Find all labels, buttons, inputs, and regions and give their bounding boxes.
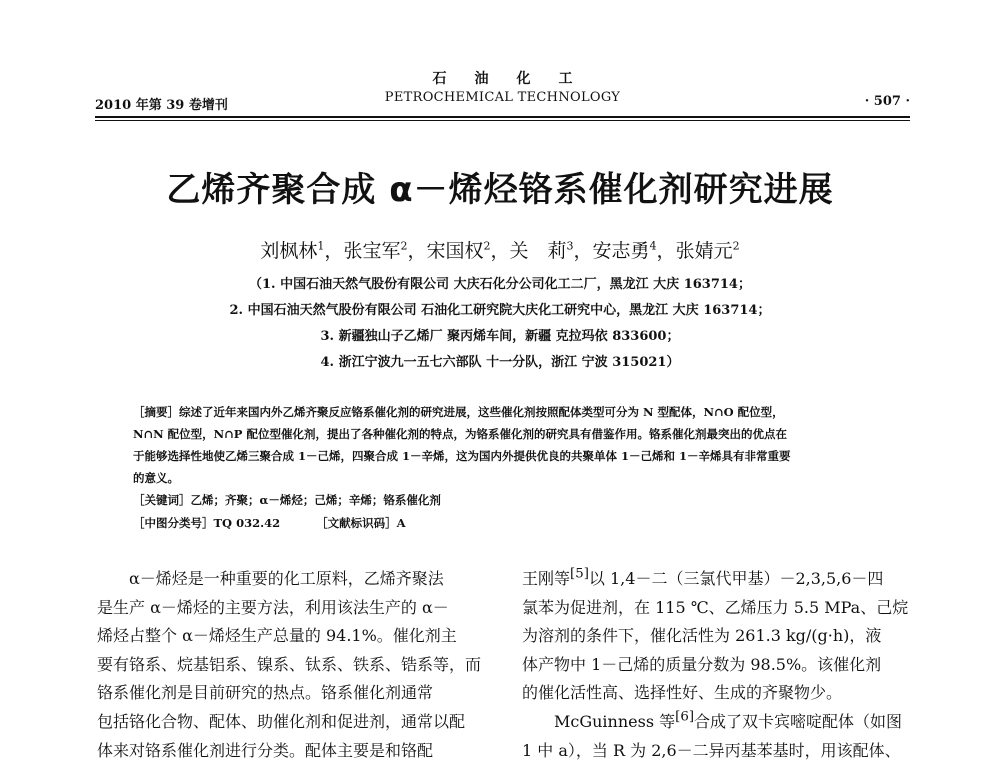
body-line: McGuinness 等[6]合成了双卡宾嘧啶配体（如图 (554, 709, 903, 731)
keywords-text: 乙烯；齐聚；α－烯烃；己烯；辛烯；铬系催化剂 (190, 493, 441, 507)
body-line: 包括铬化合物、配体、助催化剂和促进剂，通常以配 (97, 711, 466, 731)
body-line: 的催化活性高、选择性好、生成的齐聚物少。 (522, 683, 843, 703)
keywords-label: ［关键词］ (133, 493, 191, 507)
citation: [5] (570, 566, 589, 582)
body-line: 体产物中 1－己烯的质量分数为 98.5%。该催化剂 (522, 654, 882, 674)
author-list: 刘枫林$^1$，张宝军$^2$，宋国权$^2$，关 莉$^3$，安志勇$^4$，张婧元$^2$ (260, 239, 740, 262)
header-rule-thin (95, 120, 910, 121)
abstract-line: 于能够选择性地使乙烯三聚合成 1－己烯，四聚合成 1－辛烯，这为国内外提供优良的共聚单体 1－己烯和 1－辛烯具有非常重要 (133, 449, 791, 463)
body-line: 铬系催化剂是目前研究的热点。铬系催化剂通常 (97, 683, 434, 703)
journal-name-cn: 石油化工 (432, 71, 601, 87)
doc-code-label: ［文献标识码］ (316, 516, 397, 530)
body-line: 烯烃占整个 α－烯烃生产总量的 94.1%。催化剂主 (97, 626, 457, 646)
affiliation-4: 4. 浙江宁波九一五七六部队 十一分队，浙江 宁波 315021） (320, 355, 680, 370)
body-column-right (522, 565, 914, 765)
paper-title: 乙烯齐聚合成 α－烯烃铬系催化剂研究进展 (166, 170, 834, 210)
author: 安志勇 (592, 240, 650, 262)
clc-value: TQ 032.42 (213, 516, 281, 530)
abstract (133, 401, 873, 489)
keywords (133, 492, 441, 508)
body-line: 王刚等[5]以 1,4－二（三氯代甲基）－2,3,5,6－四 (522, 566, 884, 588)
abstract-line: ［摘要］综述了近年来国内外乙烯齐聚反应铬系催化剂的研究进展，这些催化剂按照配体类型可分为 N 型配体，N∩O 配位型， (133, 405, 784, 419)
author: 关 莉 (509, 240, 567, 262)
abstract-line: 的意义。 (133, 471, 179, 485)
body-line: 体来对铬系催化剂进行分类。配体主要是和铬配 (97, 740, 434, 760)
header-rule-thick (95, 116, 910, 118)
body-line: 是生产 α－烯烃的主要方法，利用该法生产的 α－ (97, 597, 449, 617)
issue-info: 2010 年第 39 卷增刊 (95, 98, 228, 113)
page-number: · 507 · (864, 94, 910, 109)
body-column-left (97, 565, 493, 765)
body-line: 1 中 a），当 R 为 2,6－二异丙基苯基时，用该配体、 (522, 740, 901, 760)
abstract-label: ［摘要］ (133, 405, 179, 419)
author: 刘枫林 (260, 240, 318, 262)
author: 张宝军 (343, 240, 401, 262)
abstract-line: N∩N 配位型，N∩P 配位型催化剂，提出了各种催化剂的特点，为铬系催化剂的研究具有借鉴作用。铬系催化剂最突出的优点在 (133, 427, 787, 441)
body-line: 为溶剂的条件下，催化活性为 261.3 kg/(g·h)，液 (522, 626, 882, 646)
body-line: α－烯烃是一种重要的化工原料，乙烯齐聚法 (129, 569, 444, 588)
affiliation-1: （1. 中国石油天然气股份有限公司 大庆石化分公司化工二厂，黑龙江 大庆 163714； (249, 277, 751, 292)
classification (133, 515, 406, 531)
affiliation-3: 3. 新疆独山子乙烯厂 聚丙烯车间，新疆 克拉玛依 833600； (320, 329, 680, 344)
running-header (95, 64, 910, 120)
doc-code-value: A (396, 516, 406, 530)
clc-label: ［中图分类号］ (133, 516, 214, 530)
citation: [6] (675, 709, 695, 725)
author: 张婧元 (675, 240, 733, 262)
affiliation-2: 2. 中国石油天然气股份有限公司 石油化工研究院大庆化工研究中心，黑龙江 大庆 163714； (229, 303, 771, 318)
body-line: 氯苯为促进剂，在 115 ℃、乙烯压力 5.5 MPa、己烷 (522, 597, 909, 617)
journal-name-en: PETROCHEMICAL TECHNOLOGY (384, 90, 621, 105)
author: 宋国权 (426, 240, 484, 262)
body-line: 要有铬系、烷基铝系、镍系、钛系、铁系、锆系等，而 (97, 654, 482, 674)
